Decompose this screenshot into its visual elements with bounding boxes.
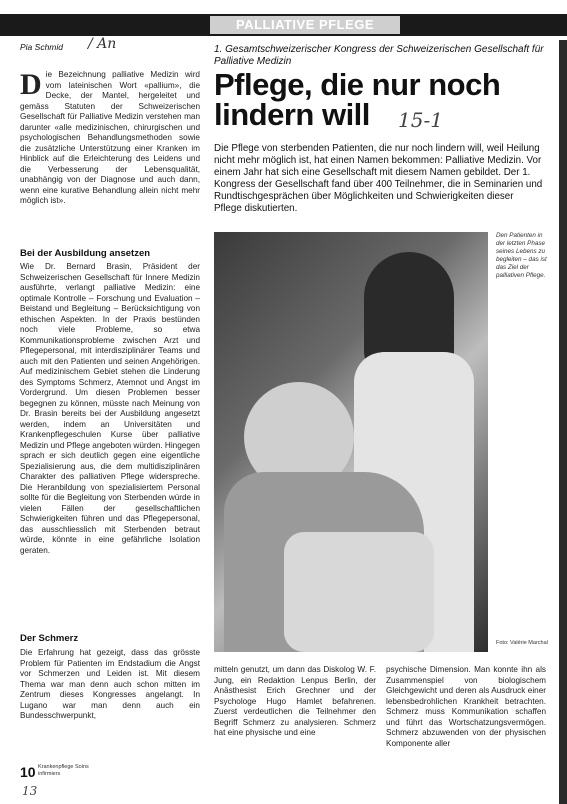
handwritten-note: 15-1 bbox=[398, 108, 443, 132]
section-title: PALLIATIVE PFLEGE bbox=[210, 16, 400, 34]
photo-caption: Den Patienten in der letzten Phase seines Lebens zu begleiten – das ist das Ziel der palliativen Pflege. bbox=[496, 232, 547, 279]
subhead-schmerz: Der Schmerz bbox=[20, 633, 79, 644]
body-section-2: Die Erfahrung hat gezeigt, dass das grösste Problem für Patienten im Endstadium die Angst vor Schmerzen und Leiden ist. Mit diesem Thema war man denn auch schon mitten im Zentrum dieses Kongresses angelangt. In Lugano war man denn auch ein Bundesschwerpunkt, bbox=[20, 648, 200, 720]
body-column-2: mitteln genutzt, um dann das Diskolog W. F. Jung, ein Redaktion Lenpus Berlin, der Anästhesist Erich Grechner und der Psychologe Hugo Hamlet befahrenen. Zuerst verdeutlichen die Teilnehmer den Begriff Schmerz zu analysieren. Schmerz hat eine physische und eine bbox=[214, 665, 376, 737]
author-signature: / An bbox=[88, 36, 117, 52]
article-photo bbox=[214, 232, 488, 652]
photo-credit: Foto: Valérie Marchal bbox=[496, 640, 548, 646]
footer-publication: Krankenpflege Soins infirmiers bbox=[38, 764, 89, 777]
body-column-3: psychische Dimension. Man konnte ihn als Zusammenspiel von biologischem Gleichgewicht und deren als Ausdruck einer lebensbedrohlichen Krankheit betrachten. Schmerz muss Kommunikation schaffen und führt das Wortschatzungsvermögen. Schmerz abzuwenden von der physischen Komponente aller bbox=[386, 665, 546, 748]
photo-towel bbox=[284, 532, 434, 652]
scan-edge bbox=[559, 40, 567, 804]
section-bar bbox=[0, 14, 567, 36]
page-number: 10 bbox=[20, 764, 36, 780]
intro-paragraph bbox=[20, 70, 200, 207]
dropcap: D bbox=[20, 68, 42, 101]
kicker: 1. Gesamtschweizerischer Kongress der Schweizerischen Gesellschaft für Palliative Medizin bbox=[214, 44, 544, 67]
headline: Pflege, die nur noch lindern will bbox=[214, 67, 501, 132]
intro-text: ie Bezeichnung palliative Medizin wird vom lateinischen Wort «pallium», die Decke, der Mantel, hergeleitet und gemäss Statuten der Schweizerischen Gesellschaft für Palliative Medizin verstehen man darunter «alle medizinischen, chirurgischen und psychologischen Behandlungsmethoden sowie die zusätzliche Unterstützung einer Kranken im Hinblick auf die Erleichterung des Leidens und die Verbesserung der Lebensqualität, unabhängig von der Diagnose und auch dann, wenn eine kurative Behandlung allein nicht mehr möglich ist». bbox=[20, 70, 200, 205]
lead-paragraph: Die Pflege von sterbenden Patienten, die nur noch lindern will, weil Heilung nicht mehr möglich ist, hat einen Namen bekommen: Palliative Medizin. Vor einem Jahr hat sich eine Gesellschaft mit diesem Namen gebildet. Der 1. Kongress der Gesellschaft fand über 400 Teilnehmer, die in Seminarien und Rundtischgesprächen über Möglichkeiten und Schwierigkeiten dieser Pflege diskutierten. bbox=[214, 143, 543, 214]
handwritten-footnote: 13 bbox=[22, 784, 38, 798]
body-section-1: Wie Dr. Bernard Brasin, Präsident der Schweizerischen Gesellschaft für Innere Medizin ausführte, verlangt palliative Medizin: eine optimale Kontrolle – Forschung und Evaluation – Beistand und Begleitung – Berücksichtigung von ethischen Aspekten. In der Praxis bestünden noch viele Probleme, so etwa Kommunikationsprobleme zwischen Arzt und Pflegepersonal, mit interdisziplinärer Teams und auch mit den Patienten und seinen Angehörigen. Auf medizinischem Gebiet stehen die Linderung des Symptoms Schmerz, Atemnot und Angst im Vordergrund. Um diesen Problemen besser begegnen zu können, müsste nach Meinung von Dr. Brasin bereits bei der Ausbildung angesetzt werden, indem an Universitäten und Krankenpflegeschulen Kurse über palliative Medizin und Pflege angeboten würden. Hingegen sprach er sich deutlich gegen eine eigentliche Spezialisierung aus, die dem multidisziplinären Charakter des palliativen Pflege widerspreche. Die Heranbildung von spezialisiertem Personal sollte für die Begleitung von Sterbenden würde in vielen Fällen der gesellschaftlichen Schwierigkeiten führen und das Pflegepersonal, das ausschliesslich mit Sterbenden betraut würde, könnte in eine gefährliche Isolation geraten. bbox=[20, 262, 200, 555]
author-name: Pia Schmid bbox=[20, 42, 63, 52]
subhead-ausbildung: Bei der Ausbildung ansetzen bbox=[20, 248, 151, 259]
